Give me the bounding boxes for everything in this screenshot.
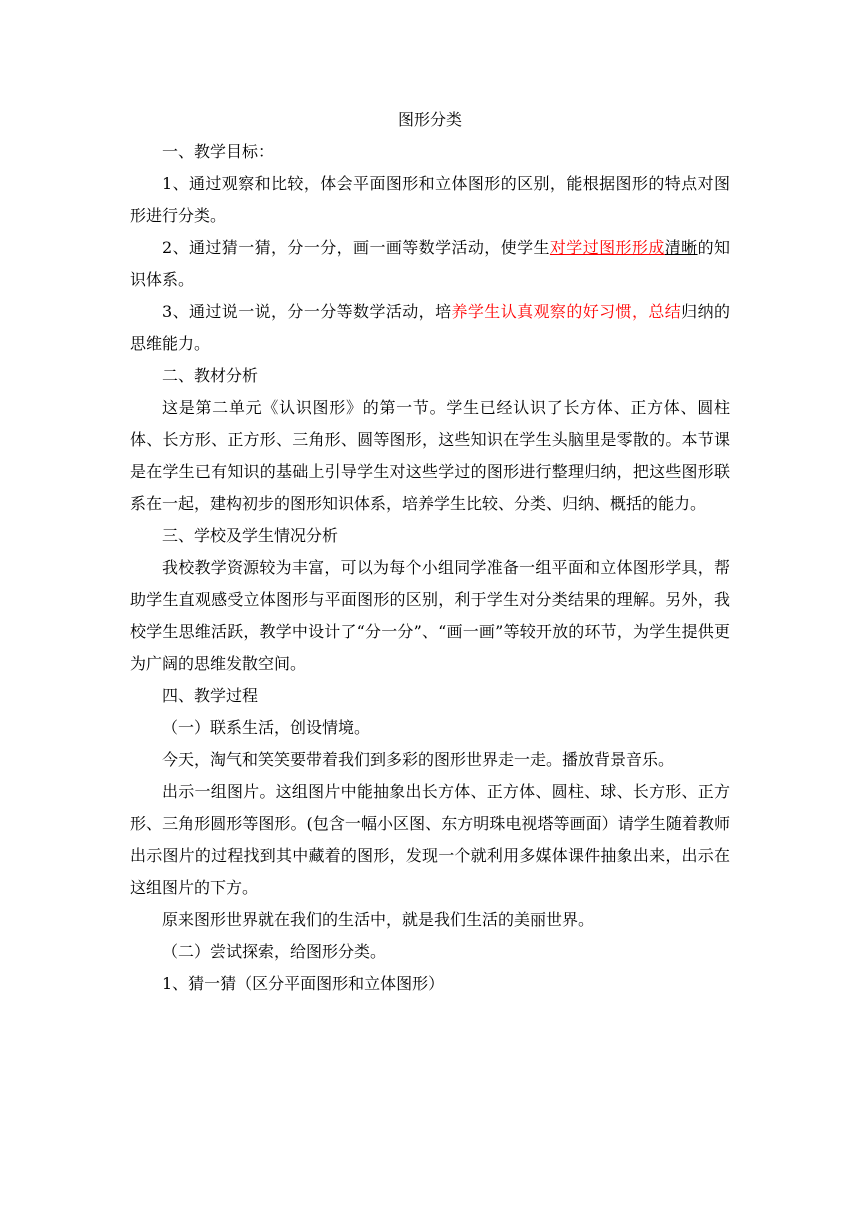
section-heading-goals: 一、教学目标： bbox=[162, 142, 275, 161]
section-heading-school: 三、学校及学生情况分析 bbox=[162, 526, 339, 545]
document-title: 图形分类 bbox=[397, 110, 462, 129]
school-paragraph: 我校教学资源较为丰富，可以为每个小组同学准备一组平面和立体图形学具，帮助学生直观感受立体图形与平面图形的区别，利于学生对分类结果的理解。另外，我校学生思维活跃，教学中设计了“分一分”、“画一画”等较开放的环节，为学生提供更为广阔的思维发散空间。 bbox=[130, 558, 730, 673]
section-heading-analysis: 二、教材分析 bbox=[162, 366, 259, 385]
goal-3-highlight-red: 养学生认真观察的好习惯，总结 bbox=[451, 302, 682, 321]
goal-3 bbox=[130, 296, 730, 360]
goal-2-highlight-red: 对学过图形形成 bbox=[549, 238, 665, 257]
step-1-paragraph-1: 今天，淘气和笑笑要带着我们到多彩的图形世界走一走。播放背景音乐。 bbox=[162, 750, 675, 769]
goal-2-text-d: 的知识体系。 bbox=[130, 238, 730, 289]
step-2-paragraph-1: 1、猜一猜（区分平面图形和立体图形） bbox=[162, 974, 445, 993]
goal-3-text-c: 归纳的思维能力。 bbox=[130, 302, 730, 353]
document-page bbox=[130, 104, 730, 1000]
goal-2 bbox=[130, 232, 730, 296]
goal-1: 1、通过观察和比较，体会平面图形和立体图形的区别，能根据图形的特点对图形进行分类。 bbox=[130, 174, 730, 225]
goal-2-underlined: 清晰 bbox=[664, 238, 698, 257]
analysis-paragraph: 这是第二单元《认识图形》的第一节。学生已经认识了长方体、正方体、圆柱体、长方形、正方形、三角形、圆等图形，这些知识在学生头脑里是零散的。本节课是在学生已有知识的基础上引导学生对这些学过的图形进行整理归纳，把这些图形联系在一起，建构初步的图形知识体系，培养学生比较、分类、归纳、概括的能力。 bbox=[130, 398, 730, 513]
section-heading-process: 四、教学过程 bbox=[162, 686, 259, 705]
goal-3-text-a: 3、通过说一说，分一分等数学活动，培 bbox=[162, 302, 452, 321]
goal-2-text-a: 2、通过猜一猜，分一分，画一画等数学活动，使学生 bbox=[162, 238, 550, 257]
step-1-paragraph-3: 原来图形世界就在我们的生活中，就是我们生活的美丽世界。 bbox=[162, 910, 595, 929]
step-1-heading: （一）联系生活，创设情境。 bbox=[162, 718, 371, 737]
step-2-heading: （二）尝试探索，给图形分类。 bbox=[162, 942, 387, 961]
step-1-paragraph-2: 出示一组图片。这组图片中能抽象出长方体、正方体、圆柱、球、长方形、正方形、三角形圆形等图形。(包含一幅小区图、东方明珠电视塔等画面）请学生随着教师出示图片的过程找到其中藏着的图形，发现一个就利用多媒体课件抽象出来，出示在这组图片的下方。 bbox=[130, 782, 730, 897]
